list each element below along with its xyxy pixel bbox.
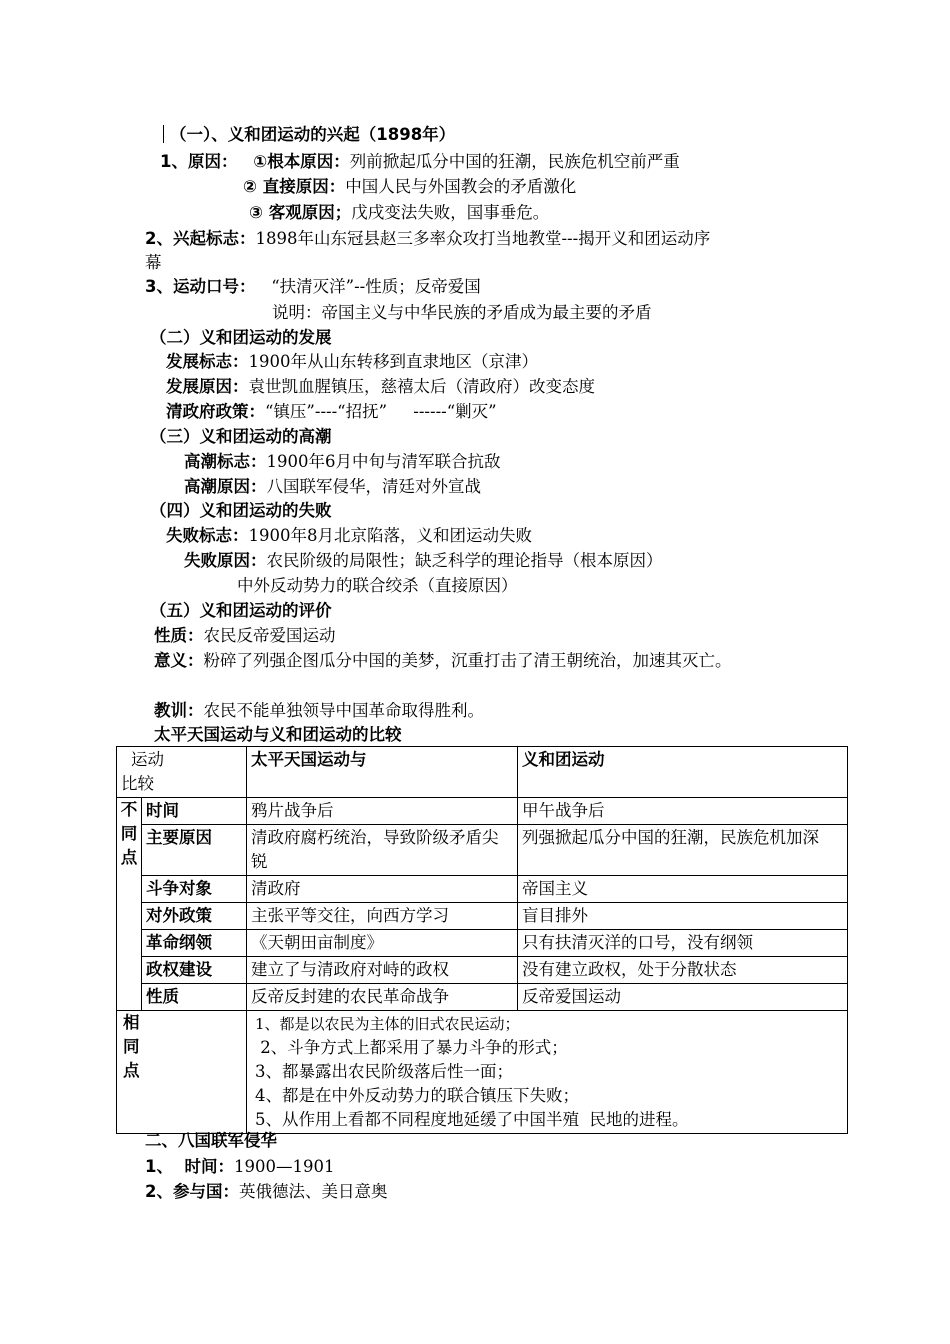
- table-row: [117, 876, 848, 903]
- cell-boxer: 列强掀起瓜分中国的狂潮，民族危机加深: [518, 825, 848, 876]
- cause-line-2: ② 直接原因：中国人民与外国教会的矛盾激化: [243, 177, 577, 196]
- diff-label: 不同点: [117, 798, 142, 1011]
- sign-line: 2、兴起标志：1898年山东冠县赵三多率众攻打当地教堂---揭开义和团运动序: [145, 229, 711, 248]
- climax-reason-line: 高潮原因：八国联军侵华，清廷对外宣战: [184, 477, 481, 496]
- sign-line-cont: 幕: [145, 253, 162, 272]
- note-line: 说明：帝国主义与中华民族的矛盾成为最主要的矛盾: [272, 303, 652, 322]
- part-2-time-line: 1、 时间：1900—1901: [145, 1157, 335, 1176]
- row-label: 对外政策: [142, 903, 247, 930]
- section-3-title: （三）义和团运动的高潮: [150, 427, 332, 446]
- section-5-title: （五）义和团运动的评价: [150, 601, 332, 620]
- cell-boxer: 盲目排外: [518, 903, 848, 930]
- cause-line-1: 1、原因： ①根本原因：列前掀起瓜分中国的狂潮，民族危机空前严重: [160, 152, 680, 171]
- row-label: 主要原因: [142, 825, 247, 876]
- same-point: 1、都是以农民为主体的旧式农民运动；: [255, 1015, 520, 1033]
- cell-taiping: 清政府: [247, 876, 518, 903]
- cell-taiping: 清政府腐朽统治，导致阶级矛盾尖锐: [247, 825, 518, 876]
- fail-sign-line: 失败标志：1900年8月北京陷落，义和团运动失败: [166, 526, 532, 545]
- row-label: 政权建设: [142, 957, 247, 984]
- cell-boxer: 反帝爱国运动: [518, 984, 848, 1011]
- section-4-title: （四）义和团运动的失败: [150, 501, 332, 520]
- part-2-members-line: 2、参与国：英俄德法、美日意奥: [145, 1182, 388, 1201]
- climax-sign-line: 高潮标志：1900年6月中旬与清军联合抗敌: [184, 452, 501, 471]
- table-corner-cell: 运动 比较: [117, 747, 247, 798]
- part-2-title: 二、八国联军侵华: [145, 1131, 277, 1150]
- table-row: [117, 957, 848, 984]
- dev-sign-line: 发展标志：1900年从山东转移到直隶地区（京津）: [166, 352, 538, 371]
- lesson-line: 教训：农民不能单独领导中国革命取得胜利。: [154, 701, 484, 720]
- policy-line: 清政府政策：“镇压”----“招抚” ------“剿灭”: [166, 402, 497, 421]
- table-row: [117, 903, 848, 930]
- meaning-line: 意义：粉碎了列强企图瓜分中国的美梦，沉重打击了清王朝统治，加速其灭亡。: [154, 651, 732, 670]
- comparison-table: [116, 746, 848, 1134]
- text-cursor: [163, 125, 164, 143]
- cell-taiping: 反帝反封建的农民革命战争: [247, 984, 518, 1011]
- column-header-taiping: 太平天国运动与: [247, 747, 518, 798]
- slogan-line: 3、运动口号： “扶清灭洋”--性质；反帝爱国: [145, 277, 481, 296]
- table-row: [117, 825, 848, 876]
- row-label: 革命纲领: [142, 930, 247, 957]
- cause-line-3: ③ 客观原因；戊戌变法失败，国事垂危。: [249, 203, 550, 222]
- same-point: 4、都是在中外反动势力的联合镇压下失败；: [255, 1086, 579, 1105]
- fail-reason-line-2: 中外反动势力的联合绞杀（直接原因）: [237, 576, 518, 595]
- cell-boxer: 甲午战争后: [518, 798, 848, 825]
- same-point: 5、从作用上看都不同程度地延缓了中国半殖 民地的进程。: [255, 1110, 689, 1129]
- nature-line: 性质：农民反帝爱国运动: [154, 626, 336, 645]
- dev-reason-line: 发展原因：袁世凯血腥镇压，慈禧太后（清政府）改变态度: [166, 377, 595, 396]
- fail-reason-line: 失败原因：农民阶级的局限性；缺乏科学的理论指导（根本原因）: [184, 551, 663, 570]
- cell-boxer: 只有扶清灭洋的口号，没有纲领: [518, 930, 848, 957]
- cell-taiping: 鸦片战争后: [247, 798, 518, 825]
- cell-boxer: 帝国主义: [518, 876, 848, 903]
- same-point: 2、斗争方式上都采用了暴力斗争的形式；: [255, 1038, 568, 1057]
- same-point: 3、都暴露出农民阶级落后性一面；: [255, 1062, 513, 1081]
- table-row: [117, 798, 848, 825]
- table-header-row: [117, 747, 848, 798]
- same-points-cell: [247, 1011, 848, 1134]
- table-row: [117, 930, 848, 957]
- cell-taiping: 《天朝田亩制度》: [247, 930, 518, 957]
- column-header-boxer: 义和团运动: [518, 747, 848, 798]
- compare-title: 太平天国运动与义和团运动的比较: [154, 725, 402, 744]
- cell-boxer: 没有建立政权，处于分散状态: [518, 957, 848, 984]
- cell-taiping: 建立了与清政府对峙的政权: [247, 957, 518, 984]
- row-label: 时间: [142, 798, 247, 825]
- row-label: 性质: [142, 984, 247, 1011]
- section-1-title: （一）、义和团运动的兴起（1898年）: [163, 124, 455, 146]
- section-2-title: （二）义和团运动的发展: [150, 328, 332, 347]
- table-row: [117, 984, 848, 1011]
- same-points-row: [117, 1011, 848, 1134]
- same-label: 相同点: [117, 1011, 247, 1134]
- cell-taiping: 主张平等交往，向西方学习: [247, 903, 518, 930]
- row-label: 斗争对象: [142, 876, 247, 903]
